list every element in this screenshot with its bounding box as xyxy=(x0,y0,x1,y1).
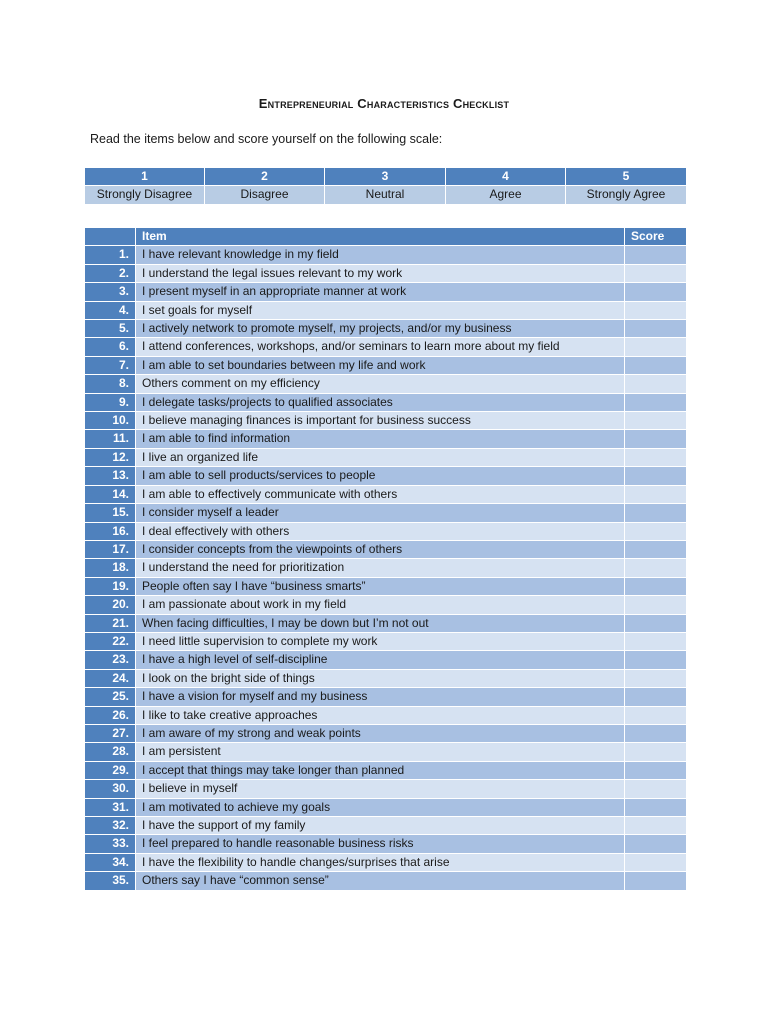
item-number: 17. xyxy=(85,540,136,558)
score-cell[interactable] xyxy=(625,430,687,448)
item-number: 8. xyxy=(85,375,136,393)
item-text: I need little supervision to complete my work xyxy=(136,632,625,650)
item-number: 29. xyxy=(85,761,136,779)
score-cell[interactable] xyxy=(625,301,687,319)
item-number: 21. xyxy=(85,614,136,632)
item-number: 24. xyxy=(85,669,136,687)
item-number: 23. xyxy=(85,651,136,669)
item-text: I deal effectively with others xyxy=(136,522,625,540)
item-text: Others say I have “common sense” xyxy=(136,872,625,890)
item-number: 20. xyxy=(85,596,136,614)
item-number: 31. xyxy=(85,798,136,816)
item-number: 6. xyxy=(85,338,136,356)
scale-label-row xyxy=(85,186,687,204)
scale-number: 5 xyxy=(566,168,687,186)
scale-label: Disagree xyxy=(205,186,325,204)
score-cell[interactable] xyxy=(625,356,687,374)
item-text: I live an organized life xyxy=(136,448,625,466)
item-number: 34. xyxy=(85,853,136,871)
item-text: I consider myself a leader xyxy=(136,504,625,522)
item-text: I believe managing finances is important for business success xyxy=(136,412,625,430)
score-cell[interactable] xyxy=(625,467,687,485)
scale-number: 1 xyxy=(85,168,205,186)
item-number: 18. xyxy=(85,559,136,577)
score-cell[interactable] xyxy=(625,559,687,577)
checklist-row xyxy=(85,246,687,264)
checklist-row xyxy=(85,485,687,503)
score-cell[interactable] xyxy=(625,688,687,706)
page-title: Entrepreneurial Characteristics Checklist xyxy=(258,96,510,111)
item-number: 22. xyxy=(85,632,136,650)
score-cell[interactable] xyxy=(625,264,687,282)
score-cell[interactable] xyxy=(625,835,687,853)
item-number: 12. xyxy=(85,448,136,466)
score-cell[interactable] xyxy=(625,614,687,632)
score-cell[interactable] xyxy=(625,724,687,742)
rating-scale-table xyxy=(84,167,687,205)
item-number: 11. xyxy=(85,430,136,448)
item-text: I have a high level of self-discipline xyxy=(136,651,625,669)
checklist-row xyxy=(85,301,687,319)
scale-label: Neutral xyxy=(325,186,446,204)
item-text: I am able to set boundaries between my life and work xyxy=(136,356,625,374)
item-number: 32. xyxy=(85,817,136,835)
item-number: 7. xyxy=(85,356,136,374)
item-text: I consider concepts from the viewpoints of others xyxy=(136,540,625,558)
item-text: I am motivated to achieve my goals xyxy=(136,798,625,816)
checklist-row xyxy=(85,264,687,282)
checklist-row xyxy=(85,522,687,540)
item-text: I have relevant knowledge in my field xyxy=(136,246,625,264)
checklist-row xyxy=(85,706,687,724)
item-text: I like to take creative approaches xyxy=(136,706,625,724)
score-cell[interactable] xyxy=(625,577,687,595)
score-cell[interactable] xyxy=(625,504,687,522)
checklist-row xyxy=(85,467,687,485)
item-number: 13. xyxy=(85,467,136,485)
item-number: 2. xyxy=(85,264,136,282)
checklist-row xyxy=(85,448,687,466)
item-number: 10. xyxy=(85,412,136,430)
number-column-header xyxy=(85,228,136,246)
item-number: 5. xyxy=(85,320,136,338)
item-text: I have the flexibility to handle changes/surprises that arise xyxy=(136,853,625,871)
score-cell[interactable] xyxy=(625,632,687,650)
checklist-row xyxy=(85,724,687,742)
score-cell[interactable] xyxy=(625,798,687,816)
checklist-row xyxy=(85,559,687,577)
item-number: 9. xyxy=(85,393,136,411)
score-cell[interactable] xyxy=(625,596,687,614)
checklist-row xyxy=(85,540,687,558)
item-text: I attend conferences, workshops, and/or seminars to learn more about my field xyxy=(136,338,625,356)
item-text: I present myself in an appropriate manner at work xyxy=(136,283,625,301)
item-text: I am able to sell products/services to people xyxy=(136,467,625,485)
score-cell[interactable] xyxy=(625,338,687,356)
score-cell[interactable] xyxy=(625,780,687,798)
score-cell[interactable] xyxy=(625,706,687,724)
checklist-table xyxy=(84,227,687,891)
scale-number: 4 xyxy=(446,168,566,186)
scale-label: Strongly Agree xyxy=(566,186,687,204)
scale-number-row xyxy=(85,168,687,186)
checklist-row xyxy=(85,577,687,595)
item-text: I am aware of my strong and weak points xyxy=(136,724,625,742)
checklist-row xyxy=(85,761,687,779)
item-number: 3. xyxy=(85,283,136,301)
item-column-header: Item xyxy=(136,228,625,246)
item-text: I set goals for myself xyxy=(136,301,625,319)
item-number: 16. xyxy=(85,522,136,540)
score-cell[interactable] xyxy=(625,743,687,761)
item-number: 14. xyxy=(85,485,136,503)
checklist-row xyxy=(85,356,687,374)
score-column-header: Score xyxy=(625,228,687,246)
item-text: I am able to find information xyxy=(136,430,625,448)
checklist-row xyxy=(85,669,687,687)
checklist-row xyxy=(85,632,687,650)
item-text: I delegate tasks/projects to qualified associates xyxy=(136,393,625,411)
score-cell[interactable] xyxy=(625,817,687,835)
item-text: I have a vision for myself and my business xyxy=(136,688,625,706)
score-cell[interactable] xyxy=(625,412,687,430)
checklist-row xyxy=(85,283,687,301)
score-cell[interactable] xyxy=(625,669,687,687)
item-number: 35. xyxy=(85,872,136,890)
score-cell[interactable] xyxy=(625,522,687,540)
checklist-body xyxy=(85,246,687,890)
checklist-row xyxy=(85,596,687,614)
checklist-row xyxy=(85,798,687,816)
score-cell[interactable] xyxy=(625,651,687,669)
item-number: 30. xyxy=(85,780,136,798)
score-cell[interactable] xyxy=(625,485,687,503)
checklist-row xyxy=(85,651,687,669)
checklist-row xyxy=(85,853,687,871)
score-cell[interactable] xyxy=(625,393,687,411)
item-number: 28. xyxy=(85,743,136,761)
item-text: I accept that things may take longer than planned xyxy=(136,761,625,779)
checklist-row xyxy=(85,872,687,890)
item-text: I am able to effectively communicate with others xyxy=(136,485,625,503)
item-text: I am persistent xyxy=(136,743,625,761)
checklist-row xyxy=(85,412,687,430)
checklist-row xyxy=(85,817,687,835)
item-text: When facing difficulties, I may be down but I’m not out xyxy=(136,614,625,632)
score-cell[interactable] xyxy=(625,872,687,890)
checklist-row xyxy=(85,743,687,761)
checklist-row xyxy=(85,375,687,393)
checklist-header-row xyxy=(85,228,687,246)
checklist-row xyxy=(85,338,687,356)
score-cell[interactable] xyxy=(625,320,687,338)
item-text: I have the support of my family xyxy=(136,817,625,835)
item-text: I actively network to promote myself, my projects, and/or my business xyxy=(136,320,625,338)
score-cell[interactable] xyxy=(625,448,687,466)
score-cell[interactable] xyxy=(625,375,687,393)
scale-label: Agree xyxy=(446,186,566,204)
checklist-row xyxy=(85,780,687,798)
scale-number: 2 xyxy=(205,168,325,186)
item-text: Others comment on my efficiency xyxy=(136,375,625,393)
checklist-row xyxy=(85,614,687,632)
item-number: 33. xyxy=(85,835,136,853)
checklist-row xyxy=(85,504,687,522)
item-text: I look on the bright side of things xyxy=(136,669,625,687)
item-text: I am passionate about work in my field xyxy=(136,596,625,614)
checklist-row xyxy=(85,835,687,853)
checklist-row xyxy=(85,688,687,706)
item-text: People often say I have “business smarts” xyxy=(136,577,625,595)
score-cell[interactable] xyxy=(625,853,687,871)
item-number: 19. xyxy=(85,577,136,595)
item-text: I understand the need for prioritization xyxy=(136,559,625,577)
score-cell[interactable] xyxy=(625,540,687,558)
score-cell[interactable] xyxy=(625,761,687,779)
scale-label: Strongly Disagree xyxy=(85,186,205,204)
score-cell[interactable] xyxy=(625,283,687,301)
item-text: I believe in myself xyxy=(136,780,625,798)
scale-number: 3 xyxy=(325,168,446,186)
item-number: 27. xyxy=(85,724,136,742)
checklist-row xyxy=(85,393,687,411)
item-number: 4. xyxy=(85,301,136,319)
item-number: 26. xyxy=(85,706,136,724)
item-number: 1. xyxy=(85,246,136,264)
score-cell[interactable] xyxy=(625,246,687,264)
item-text: I understand the legal issues relevant to my work xyxy=(136,264,625,282)
item-number: 25. xyxy=(85,688,136,706)
instructions-text: Read the items below and score yourself on the following scale: xyxy=(90,132,443,146)
checklist-row xyxy=(85,320,687,338)
item-text: I feel prepared to handle reasonable business risks xyxy=(136,835,625,853)
item-number: 15. xyxy=(85,504,136,522)
checklist-row xyxy=(85,430,687,448)
